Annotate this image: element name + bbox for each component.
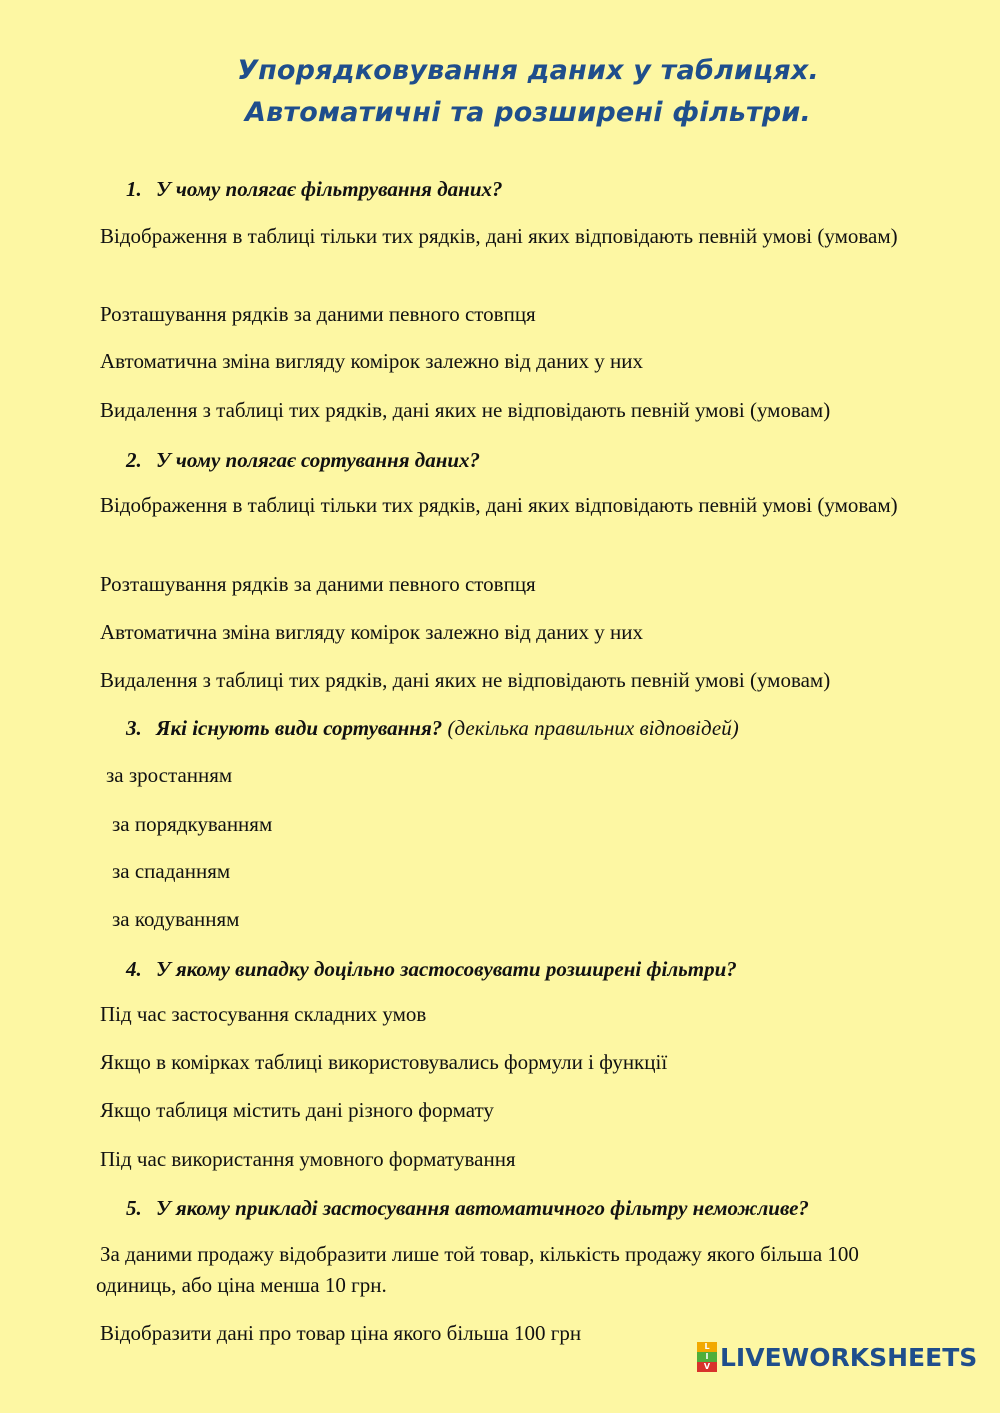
question-4 bbox=[126, 957, 737, 982]
question-text: У якому прикладі застосування автоматичного фільтру неможливе? bbox=[156, 1196, 809, 1220]
question-text: У чому полягає сортування даних? bbox=[156, 448, 481, 472]
answer-option[interactable]: Під час використання умовного форматування bbox=[100, 1147, 516, 1171]
logo-mark-letter: L bbox=[697, 1342, 717, 1352]
answer-option[interactable]: За даними продажу відобразити лише той товар, кількість продажу якого більша 100 одиниць, або ціна менша 10 грн. bbox=[96, 1242, 859, 1297]
answer-option[interactable]: Автоматична зміна вигляду комірок залежно від даних у них bbox=[100, 620, 644, 644]
question-5 bbox=[126, 1196, 809, 1221]
answer-option[interactable]: Якщо в комірках таблиці використовувались формули і функції bbox=[100, 1050, 668, 1074]
answer-option[interactable]: за зростанням bbox=[106, 763, 233, 787]
answer-option[interactable]: Під час застосування складних умов bbox=[100, 1002, 427, 1026]
liveworksheets-logo bbox=[697, 1340, 977, 1374]
answer-option[interactable]: за порядкуванням bbox=[112, 812, 273, 836]
answer-option[interactable]: Видалення з таблиці тих рядків, дані яких не відповідають певній умові (умовам) bbox=[100, 398, 831, 422]
question-number: 3. bbox=[126, 716, 142, 740]
answer-option[interactable]: Відображення в таблиці тільки тих рядків, дані яких відповідають певній умові (умовам) bbox=[100, 224, 898, 248]
question-text: Які існують види сортування? bbox=[156, 716, 443, 740]
answer-option[interactable]: Відобразити дані про товар ціна якого більша 100 грн bbox=[100, 1321, 582, 1345]
question-number: 4. bbox=[126, 957, 142, 981]
question-2 bbox=[126, 448, 480, 473]
answer-option[interactable]: Відображення в таблиці тільки тих рядків, дані яких відповідають певній умові (умовам) bbox=[100, 493, 898, 517]
answer-option[interactable]: Розташування рядків за даними певного стовпця bbox=[100, 302, 536, 326]
answer-option[interactable]: Якщо таблиця містить дані різного формату bbox=[100, 1098, 494, 1122]
logo-mark-icon bbox=[697, 1342, 717, 1372]
logo-mark-letter: I bbox=[697, 1352, 717, 1362]
title-line-1: Упорядковування даних у таблицях. bbox=[237, 55, 819, 86]
question-text: У чому полягає фільтрування даних? bbox=[156, 177, 503, 201]
logo-mark-letter: V bbox=[697, 1362, 717, 1372]
answer-option[interactable]: за спаданням bbox=[112, 859, 231, 883]
question-note: (декілька правильних відповідей) bbox=[447, 716, 739, 740]
question-number: 5. bbox=[126, 1196, 142, 1220]
title-line-2: Автоматичні та розширені фільтри. bbox=[245, 97, 811, 128]
question-number: 1. bbox=[126, 177, 142, 201]
answer-option[interactable]: Видалення з таблиці тих рядків, дані яких не відповідають певній умові (умовам) bbox=[100, 668, 831, 692]
answer-option[interactable]: Розташування рядків за даними певного стовпця bbox=[100, 572, 536, 596]
question-number: 2. bbox=[126, 448, 142, 472]
question-1 bbox=[126, 177, 503, 202]
answer-option[interactable]: за кодуванням bbox=[112, 907, 240, 931]
question-3 bbox=[126, 716, 739, 741]
logo-text: LIVEWORKSHEETS bbox=[720, 1342, 978, 1372]
question-text: У якому випадку доцільно застосовувати розширені фільтри? bbox=[156, 957, 737, 981]
answer-option[interactable]: Автоматична зміна вигляду комірок залежно від даних у них bbox=[100, 349, 644, 373]
